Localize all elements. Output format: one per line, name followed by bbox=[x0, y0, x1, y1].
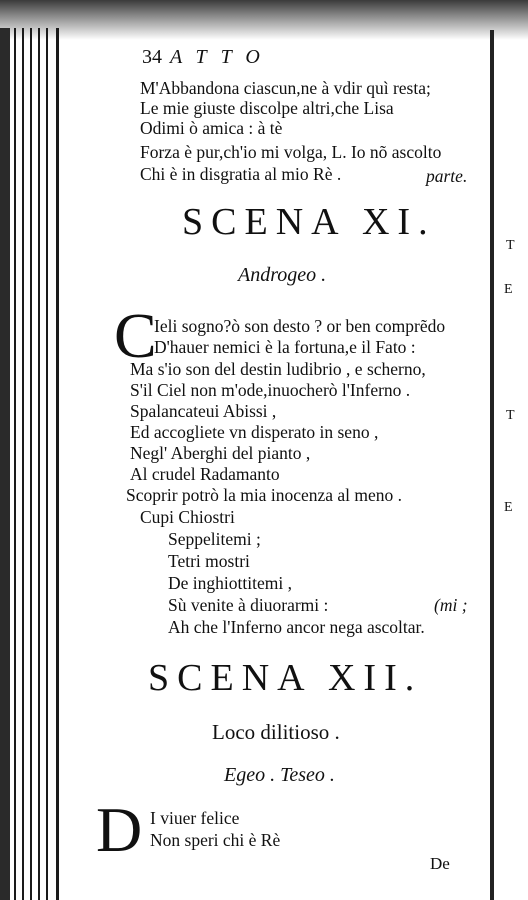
edge-shade bbox=[0, 28, 10, 900]
edge-line bbox=[46, 28, 48, 900]
running-title: ATTO bbox=[170, 46, 274, 68]
verse-line: Negl' Aberghi del pianto , bbox=[130, 443, 311, 463]
right-gutter bbox=[490, 30, 528, 900]
drop-cap: D bbox=[96, 794, 143, 865]
verse-line: Ah che l'Inferno ancor nega ascoltar. bbox=[168, 617, 425, 637]
edge-line bbox=[56, 28, 59, 900]
drop-cap: C bbox=[114, 300, 157, 371]
scene-location: Loco dilitioso . bbox=[212, 720, 340, 744]
edge-line bbox=[14, 28, 16, 900]
gutter-fragment: E bbox=[504, 282, 513, 297]
stage-direction: parte. bbox=[426, 166, 468, 186]
verse-line: Al crudel Radamanto bbox=[130, 464, 280, 484]
verse-line: Forza è pur,ch'io mi volga, L. Io nõ ascolto bbox=[140, 142, 442, 162]
verse-line: Sù venite à diuorarmi : bbox=[168, 595, 329, 615]
verse-line: Chi è in disgratia al mio Rè . bbox=[140, 164, 342, 184]
gutter-fragment: E bbox=[504, 500, 513, 515]
scene-title: SCENA XI. bbox=[182, 201, 436, 243]
verse-line: Ma s'io son del destin ludibrio , e scherno, bbox=[130, 359, 426, 379]
edge-line bbox=[22, 28, 24, 900]
verse-line: Seppelitemi ; bbox=[168, 529, 261, 549]
gutter-fragment: T bbox=[506, 408, 515, 423]
catchword: De bbox=[430, 854, 450, 873]
top-shadow bbox=[0, 0, 528, 40]
book-page bbox=[62, 36, 486, 900]
edge-line bbox=[38, 28, 40, 900]
verse-line: S'il Ciel non m'ode,inuocherò l'Inferno . bbox=[130, 380, 411, 400]
verse-line: M'Abbandona ciascun,ne à vdir quì resta; bbox=[140, 78, 431, 98]
verse-line: Scoprir potrò la mia inocenza al meno . bbox=[126, 485, 403, 505]
verse-line: D'hauer nemici è la fortuna,e il Fato : bbox=[154, 337, 416, 357]
verse-line: Spalancateui Abissi , bbox=[130, 401, 277, 421]
verse-line: De inghiottitemi , bbox=[168, 573, 292, 593]
verse-line: Le mie giuste discolpe altri,che Lisa bbox=[140, 98, 394, 118]
verse-turnover: (mi ; bbox=[434, 595, 468, 615]
verse-line: Ed accogliete vn disperato in seno , bbox=[130, 422, 379, 442]
verse-line: Tetri mostri bbox=[168, 551, 250, 571]
gutter-line bbox=[490, 30, 494, 900]
page-number: 34 bbox=[142, 46, 162, 68]
left-page-edges bbox=[0, 0, 62, 900]
scene-title: SCENA XII. bbox=[148, 657, 423, 699]
edge-line bbox=[30, 28, 32, 900]
verse-line: Ieli sogno?ò son desto ? or ben comprẽdo bbox=[154, 316, 446, 336]
verse-line: I viuer felice bbox=[150, 808, 240, 828]
running-header bbox=[142, 46, 274, 69]
character-names: Egeo . Teseo . bbox=[224, 764, 335, 786]
character-name: Androgeo . bbox=[238, 264, 327, 286]
verse-line: Non speri chi è Rè bbox=[150, 830, 281, 850]
gutter-fragment: T bbox=[506, 238, 515, 253]
verse-line: Odimi ò amica : à tè bbox=[140, 118, 283, 138]
verse-line: Cupi Chiostri bbox=[140, 507, 235, 527]
